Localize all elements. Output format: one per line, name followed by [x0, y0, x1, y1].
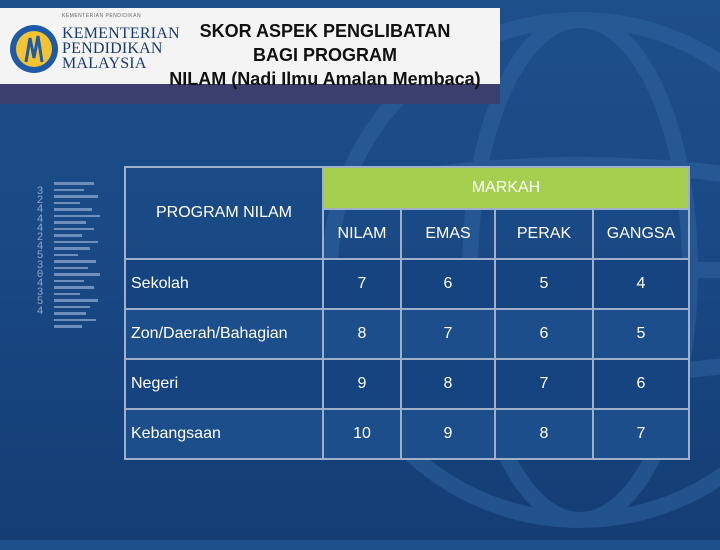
score-table — [124, 166, 690, 460]
row-label: Kebangsaan — [125, 409, 323, 459]
table-cell: 8 — [401, 359, 495, 409]
table-row — [125, 359, 689, 409]
logo-tagline: KEMENTERIAN PENDIDIKAN — [62, 13, 142, 19]
header — [0, 8, 500, 89]
row-label: Negeri — [125, 359, 323, 409]
barcode-decoration — [54, 182, 102, 332]
column-header-emas: EMAS — [401, 209, 495, 259]
logo-line-1: KEMENTERIAN — [62, 25, 180, 42]
title-line-2: BAGI PROGRAM — [253, 45, 397, 65]
table-cell: 6 — [593, 359, 689, 409]
column-header-gangsa: GANGSA — [593, 209, 689, 259]
table-cell: 6 — [495, 309, 593, 359]
table-cell: 6 — [401, 259, 495, 309]
logo-line-2: PENDIDIKAN — [62, 40, 163, 57]
table-cell: 5 — [495, 259, 593, 309]
title-line-1: SKOR ASPEK PENGLIBATAN — [199, 21, 451, 41]
row-label: Sekolah — [125, 259, 323, 309]
ministry-logo-icon — [8, 20, 60, 78]
table-cell: 4 — [593, 259, 689, 309]
table-cell: 8 — [495, 409, 593, 459]
table-cell: 9 — [401, 409, 495, 459]
table-cell: 7 — [495, 359, 593, 409]
table-cell: 7 — [401, 309, 495, 359]
program-nilam-header: PROGRAM NILAM — [125, 167, 323, 259]
page-title — [140, 19, 510, 91]
logo-line-3: MALAYSIA — [62, 55, 147, 72]
table-cell: 10 — [323, 409, 401, 459]
table-cell: 9 — [323, 359, 401, 409]
column-header-perak: PERAK — [495, 209, 593, 259]
table-row — [125, 409, 689, 459]
vertical-digits: 3 2 4 4 4 2 4 5 3 0 4 3 5 4 — [36, 186, 44, 318]
table-cell: 5 — [593, 309, 689, 359]
table-row — [125, 309, 689, 359]
table-cell: 7 — [593, 409, 689, 459]
table-cell: 8 — [323, 309, 401, 359]
table-cell: 7 — [323, 259, 401, 309]
title-line-3: NILAM (Nadi Ilmu Amalan Membaca) — [169, 69, 481, 89]
table-header-row — [125, 167, 689, 209]
table-row — [125, 259, 689, 309]
row-label: Zon/Daerah/Bahagian — [125, 309, 323, 359]
column-header-nilam: NILAM — [323, 209, 401, 259]
markah-header: MARKAH — [323, 167, 689, 209]
